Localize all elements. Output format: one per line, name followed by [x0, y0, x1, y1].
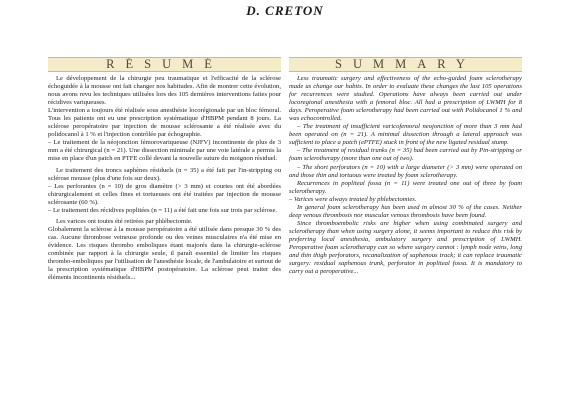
resume-paragraph-1: Le développement de la chirurgie peu traumatique et l'efficacité de la sclérose échoguidée à la mousse ont fait changer nos habitudes. Afin de montrer cette évolution, nous avons revu les techniques utilisées lors des 105 dernières interventions faites pour récidives variqueuses. — [48, 75, 281, 107]
summary-paragraph-7: In general foam sclerotherapy has been used in almost 30 % of the cases. Neither deep venous thrombosis nor muscular venous thrombosis have been found. — [289, 203, 522, 219]
resume-paragraph-8: Globalement la sclérose à la mousse peropératoire a été utilisée dans presque 30 % des cas. Aucune thrombose veineuse profonde ou des veines musculaires n'a été mise en évidence. Les risques thrombo emboliques étant majorés dans la chirurgie-sclérose combinée par rapport à la chirurgie seule, il paraît essentiel de limiter les risques thrombo-emboliques par l'utilisation de l'anesthésie locale, de l'ambulatoire et surtout de la prescription systématique d'HBPM postopératoire. La sclérose peut traiter des éléments incontinents résiduels... — [48, 225, 281, 282]
resume-paragraph-6: – Le traitement des récidives poplitées (n = 11) a été fait une fois sur trois par sclérose. — [48, 206, 278, 214]
resume-paragraph-5: – Les perforantes (n = 10) de gros diamètre (> 3 mm) et courtes ont été abordées chirurgicalement et celles fines et tortueuses ont été traitées par injection de mousse sclérosante (60 %). — [48, 182, 281, 206]
summary-heading: SUMMARY — [289, 57, 522, 72]
summary-paragraph-5: Recurrences in popliteal fossa (n = 11) were treated one out of three by foam sclerotherapy. — [289, 179, 522, 195]
resume-column — [48, 75, 281, 282]
summary-paragraph-2: – The treatment of insufficient varicofemoral neojonction of more than 3 mm had been operated on (n = 21). A minimal dissection through a lateral approach was sufficient to place a patch (ePTFE) stuck in front of the new ligated residual stump. — [289, 123, 522, 147]
summary-paragraph-1: Less traumatic surgery and effectiveness of the echo-guided foam sclerotherapy made us change our habits. In order to evaluate these changes the last 105 operations for recurrences were studied. Operations have always been carried out under locoregional anesthesia with a femoral bloc. All had a prescription of LWMH for 8 days. Peroperative foam sclerotherapy had been carried out with Polidocanol 1 % and was echocontrolled. — [289, 75, 522, 123]
author-name: D. CRETON — [246, 3, 324, 18]
summary-paragraph-4: – The short perforators (n = 10) with a large diameter (> 3 mm) were operated on and those thin and tortuous were treated by foam sclerotherapy. — [289, 163, 522, 179]
resume-paragraph-2: L'intervention a toujours été réalisée sous anesthésie locorégionale par un bloc fémoral. Tous les patients ont eu une prescription systématique d'HBPM pendant 8 jours. La sclérose peropératoire par injection de mousse sclérosante a été réalisée avec du polidocanol à 1 % et l'injection contrôlée par échographie. — [48, 107, 281, 139]
summary-paragraph-6: – Varices were always treated by phlebectomies. — [289, 195, 417, 203]
summary-paragraph-3: – The treatment of residual trunks (n = 35) had been carried out by Pin-stripping or foam sclerotherapy (more than one out of two). — [289, 147, 522, 163]
resume-paragraph-3: – Le traitement de la néojonction fémorovariqueuse (NJFV) incontinente de plus de 3 mm a été chirurgical (n = 21). Une dissection minimale par une voie latérale a permis la mise en place d'un patch en PTFE collé devant la nouvelle suture du moignon résiduel. — [48, 139, 281, 163]
resume-heading: RÉSUMÉ — [48, 57, 281, 72]
summary-paragraph-8: Since thromboembolic risks are higher when using combinated surgery and sclerotherapy than when using surgery alone, it seems important to reduce this risk by preferring local anesthesia, ambulatory surgery and prescription of LWMH. Peroperative foam sclerotherapy can so where surgery cannot : lymph node veins, long and thin thigh perforators, recanalization of saphenous track; it can replace traumatic surgery: residual saphenous trunk, perforator in popliteal fossa. It is mandatory to carry out a peroperative... — [289, 219, 522, 276]
summary-column — [289, 75, 522, 276]
resume-paragraph-7: Les varices ont toutes été retirées par phlébectomie. — [56, 217, 193, 225]
resume-paragraph-4: Le traitement des troncs saphènes résiduels (n = 35) a été fait par l'in-stripping ou sclérose mousse (plus d'une fois sur deux). — [48, 166, 281, 182]
